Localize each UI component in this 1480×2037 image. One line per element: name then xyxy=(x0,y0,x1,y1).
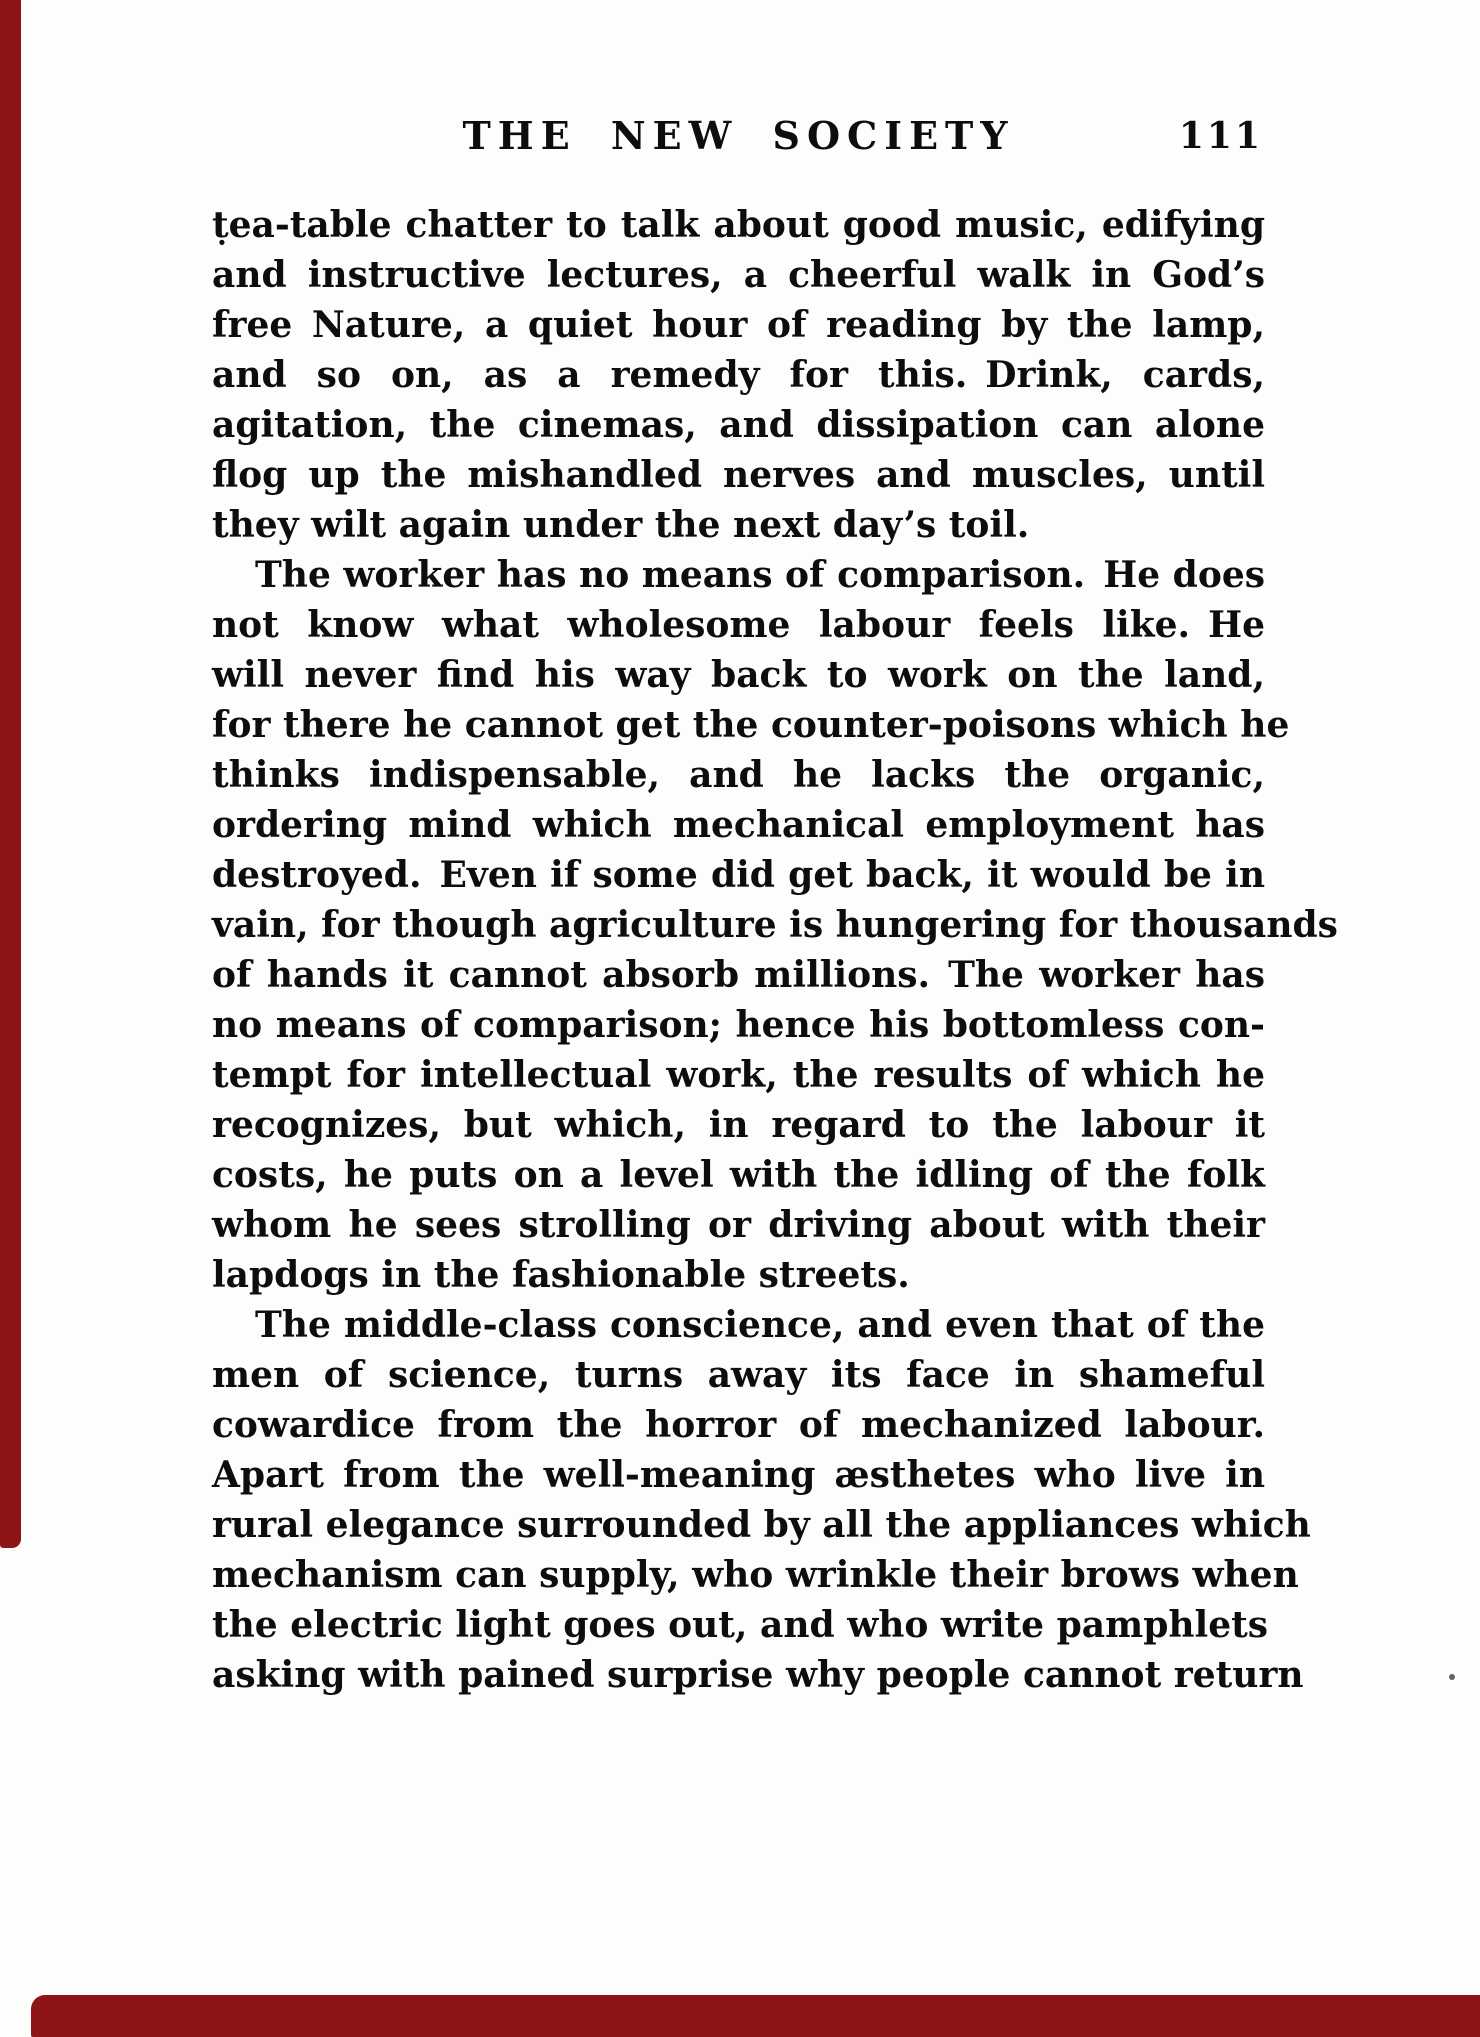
text-line: ordering mind which mechanical employment has xyxy=(212,804,1265,846)
text-line: lapdogs in the fashionable streets. xyxy=(212,1254,910,1296)
text-line: agitation, the cinemas, and dissipation can alone xyxy=(212,404,1265,446)
text-line: they wilt again under the next day’s toil. xyxy=(212,504,1030,546)
text-line: men of science, turns away its face in shameful xyxy=(212,1354,1265,1396)
text-line: flog up the mishandled nerves and muscles, until xyxy=(212,454,1265,496)
text-line: thinks indispensable, and he lacks the organic, xyxy=(212,754,1265,796)
text-line: Apart from the well-meaning æsthetes who live in xyxy=(212,1454,1265,1496)
text-line: for there he cannot get the counter-poisons which he xyxy=(212,704,1290,746)
text-line: vain, for though agriculture is hungering for thousands xyxy=(212,904,1338,946)
body-text xyxy=(212,200,1338,1700)
text-line: destroyed. Even if some did get back, it would be in xyxy=(212,854,1265,896)
text-line: the electric light goes out, and who write pamphlets xyxy=(212,1604,1269,1646)
text-line: ṭea-table chatter to talk about good music, edifying xyxy=(212,204,1265,246)
running-head-title: THE NEW SOCIETY xyxy=(462,113,1015,158)
text-line: whom he sees strolling or driving about with their xyxy=(212,1204,1265,1246)
scan-edge-bottom xyxy=(31,1995,1480,2037)
text-line: The worker has no means of comparison. He does xyxy=(255,554,1266,596)
text-line: recognizes, but which, in regard to the labour it xyxy=(212,1104,1265,1146)
text-line: not know what wholesome labour feels like. He xyxy=(212,604,1265,646)
running-header xyxy=(212,112,1265,164)
text-line: no means of comparison; hence his bottomless con- xyxy=(212,1004,1265,1046)
text-line: and so on, as a remedy for this. Drink, cards, xyxy=(212,354,1265,396)
text-line: will never find his way back to work on the land, xyxy=(212,654,1265,696)
text-line: cowardice from the horror of mechanized labour. xyxy=(212,1404,1265,1446)
scan-edge-left xyxy=(0,0,21,1548)
page-number: 111 xyxy=(1178,115,1263,157)
text-line: The middle-class conscience, and even that of the xyxy=(255,1304,1265,1346)
text-line: asking with pained surprise why people cannot return xyxy=(212,1654,1304,1696)
text-line: of hands it cannot absorb millions. The worker has xyxy=(212,954,1265,996)
text-line: rural elegance surrounded by all the appliances which xyxy=(212,1504,1311,1546)
text-line: and instructive lectures, a cheerful walk in God’s xyxy=(212,254,1265,296)
text-line: tempt for intellectual work, the results of which he xyxy=(212,1054,1265,1096)
text-line: free Nature, a quiet hour of reading by the lamp, xyxy=(212,304,1265,346)
text-line: costs, he puts on a level with the idling of the folk xyxy=(212,1154,1265,1196)
ink-speck xyxy=(1449,1674,1455,1680)
text-line: mechanism can supply, who wrinkle their brows when xyxy=(212,1554,1299,1596)
